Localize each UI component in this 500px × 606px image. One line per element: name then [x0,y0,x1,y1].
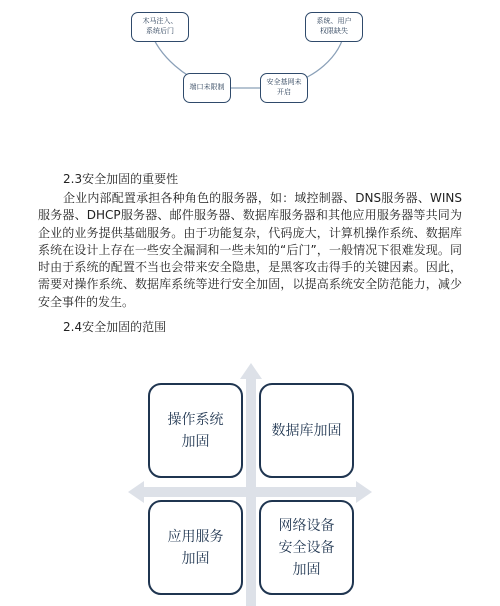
cross-arrows [0,355,500,606]
quadrant-app-hardening [148,500,243,595]
scope-quadrant-diagram [0,355,500,606]
quadrant-os-hardening [148,383,243,478]
node-trojan-backdoor [131,12,189,42]
quadrant-label: 操作系统 加固 [167,411,224,450]
quadrant-label: 网络设备 安全设备 加固 [278,517,335,578]
node-permission-missing [305,12,363,42]
quadrant-label: 数据库加固 [271,422,342,439]
section-paragraph-importance: 企业内部配置承担各种角色的服务器，如：域控制器、DNS服务器、WINS服务器、DHCP服务器、邮件服务器、数据库服务器和其他应用服务器等共同为企业的业务提供基础服务。由于功能复杂，代码庞大，计算机操作系统、数据库系统在设计上存在一些安全漏洞和一些未知的“后门”，一般情况下很难发现。同时由于系统的配置不当也会带来安全隐患，是黑客攻击得手的关键因素。因此，需要对操作系统、数据库系统等进行安全加固，以提高系统安全防范能力，减少安全事件的发生。 [38,191,462,309]
security-issues-diagram [0,0,500,110]
node-label: 系统、用户 权限缺失 [316,17,352,35]
node-label: 木马注入、 系统后门 [142,17,178,35]
quadrant-db-hardening [259,383,354,478]
node-security-baseline [260,73,308,103]
quadrant-network-hardening [259,500,354,595]
section-heading-scope: 2.4安全加固的范围 [63,320,167,334]
cycle-connector [0,0,500,110]
quadrant-label: 应用服务 加固 [167,528,224,567]
section-heading-importance: 2.3安全加固的重要性 [63,172,179,186]
node-port-unrestricted [183,73,231,103]
node-label: 安全基网未 开启 [266,78,302,96]
node-label: 端口未限制 [189,83,225,92]
